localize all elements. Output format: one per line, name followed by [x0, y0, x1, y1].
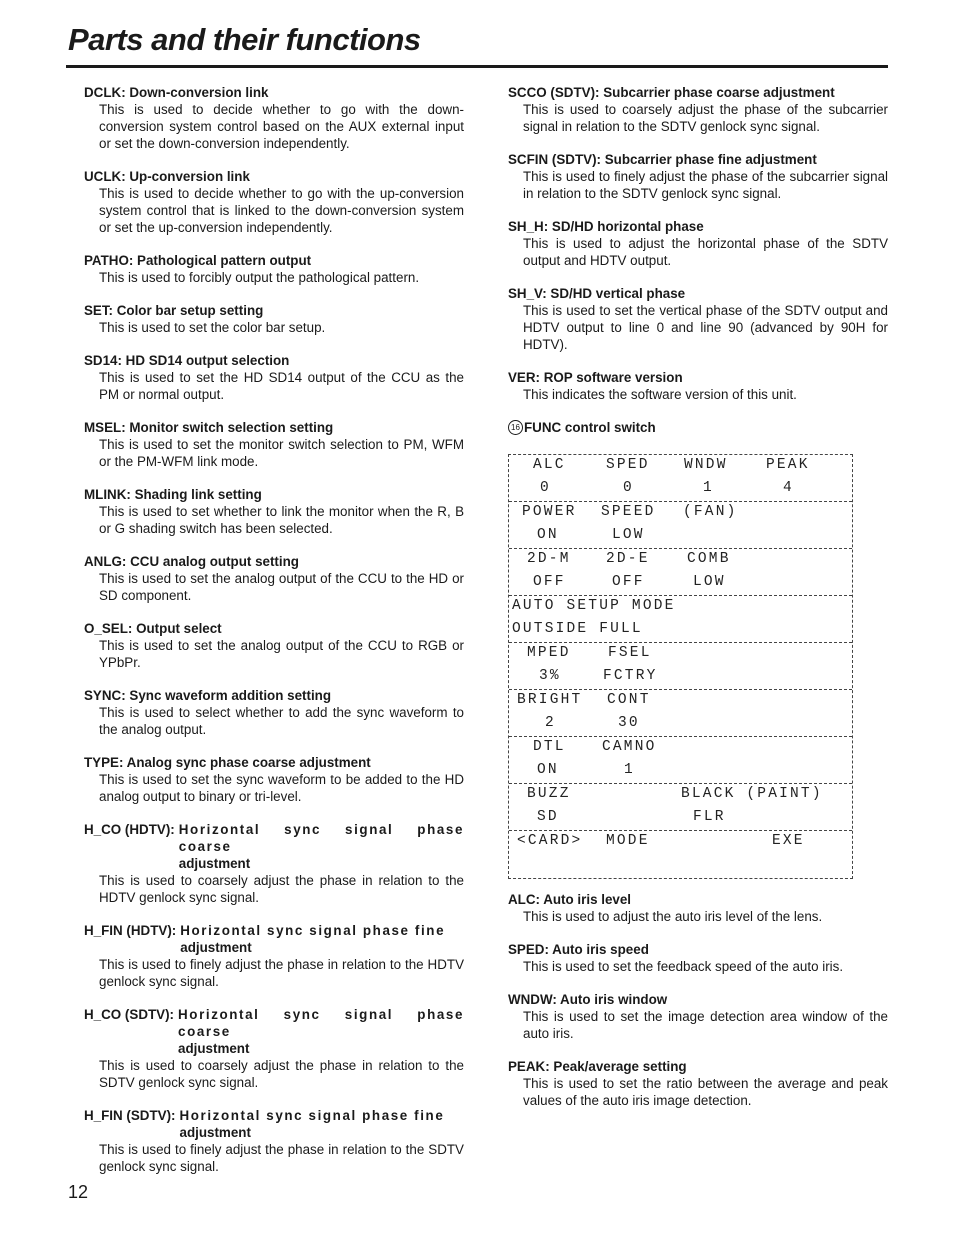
entry-term: SPED: Auto iris speed	[508, 942, 649, 957]
menu-cell: SPEED	[601, 504, 656, 520]
entry-desc: This is used to set the color bar setup.	[99, 320, 326, 335]
entry-o-sel	[84, 620, 464, 671]
entry-term-line-2: adjustment	[180, 940, 252, 955]
entry-desc: This is used to decide whether to go with the down-conversion system control based on the AUX external input or set the down-conversion independently.	[99, 102, 464, 151]
entry-term-line-1: Horizontal sync signal phase coarse	[178, 822, 464, 854]
entry-desc: This is used to adjust the horizontal phase of the SDTV output and HDTV output.	[523, 236, 888, 268]
entry-desc: This is used to finely adjust the phase in relation to the HDTV genlock sync signal.	[99, 957, 464, 989]
menu-cell: COMB	[687, 551, 731, 567]
entry-term-text	[180, 1107, 465, 1141]
menu-cell: LOW	[693, 574, 726, 590]
entry-scfin	[508, 151, 888, 202]
menu-cell: (FAN)	[683, 504, 738, 520]
menu-cell: MPED	[527, 645, 571, 661]
entry-peak	[508, 1058, 888, 1109]
menu-cell: SD	[537, 809, 559, 825]
entry-sped	[508, 941, 888, 975]
entry-desc: This is used to set the sync waveform to be added to the HD analog output to binary or tri-level.	[99, 772, 464, 804]
entry-term: UCLK: Up-conversion link	[84, 169, 250, 184]
entry-h-co-hdtv	[84, 821, 464, 906]
menu-cell: 1	[624, 762, 635, 778]
entry-term-line-2: adjustment	[179, 1125, 251, 1140]
entry-sh-h	[508, 218, 888, 269]
entry-term: SCFIN (SDTV): Subcarrier phase fine adjustment	[508, 152, 817, 167]
menu-cell: 30	[618, 715, 640, 731]
menu-cell: 4	[783, 480, 794, 496]
entry-desc: This is used to set the analog output of the CCU to the HD or SD component.	[99, 571, 464, 603]
entry-desc: This is used to set the feedback speed of the auto iris.	[523, 959, 844, 974]
entry-sh-v	[508, 285, 888, 353]
entry-desc: This is used to set the ratio between the average and peak values of the auto iris image detection.	[523, 1076, 888, 1108]
entry-sync	[84, 687, 464, 738]
entry-h-fin-sdtv	[84, 1107, 464, 1175]
menu-cell: FSEL	[608, 645, 652, 661]
entry-term: SYNC: Sync waveform addition setting	[84, 688, 332, 703]
entry-desc: This is used to decide whether to go with the up-conversion system control that is linked to the down-conversion system or set the up-conversion independently.	[99, 186, 464, 235]
menu-cell: BUZZ	[527, 786, 571, 802]
menu-cell: DTL	[533, 739, 566, 755]
entry-desc: This is used to set the monitor switch selection to PM, WFM or the PM-WFM link mode.	[99, 437, 464, 469]
entry-term: PATHO: Pathological pattern output	[84, 253, 312, 268]
entry-term: TYPE: Analog sync phase coarse adjustment	[84, 755, 371, 770]
entry-term-line-1: Horizontal sync signal phase fine	[180, 923, 446, 938]
entry-msel	[84, 419, 464, 470]
entry-term-text	[179, 821, 464, 872]
entry-term: O_SEL: Output select	[84, 621, 222, 636]
menu-cell: 2	[545, 715, 556, 731]
circled-number-icon: 16	[508, 420, 523, 435]
menu-cell: EXE	[772, 833, 805, 849]
entry-term	[84, 1006, 464, 1057]
menu-row	[509, 831, 852, 878]
entry-desc: This is used to finely adjust the phase in relation to the SDTV genlock sync signal.	[99, 1142, 464, 1174]
menu-row	[509, 690, 852, 737]
entry-desc: This is used to forcibly output the pathological pattern.	[99, 270, 420, 285]
entry-desc: This is used to set the image detection area window of the auto iris.	[523, 1009, 888, 1041]
entry-desc: This is used to coarsely adjust the phase in relation to the HDTV genlock sync signal.	[99, 873, 464, 905]
menu-row	[509, 643, 852, 690]
entry-desc: This is used to set whether to link the monitor when the R, B or G shading switch has been selected.	[99, 504, 464, 536]
entry-desc: This is used to select whether to add the sync waveform to the analog output.	[99, 705, 464, 737]
entry-desc: This is used to coarsely adjust the phase in relation to the SDTV genlock sync signal.	[99, 1058, 464, 1090]
entry-uclk	[84, 168, 464, 236]
left-column	[84, 84, 464, 1191]
entry-h-co-sdtv	[84, 1006, 464, 1091]
menu-cell: OFF	[533, 574, 566, 590]
entry-term: PEAK: Peak/average setting	[508, 1059, 687, 1074]
menu-cell: FLR	[693, 809, 726, 825]
entry-term-text	[178, 1006, 464, 1057]
entry-patho	[84, 252, 464, 286]
entry-type	[84, 754, 464, 805]
entry-term: MSEL: Monitor switch selection setting	[84, 420, 334, 435]
menu-cell: 0	[623, 480, 634, 496]
entry-term: MLINK: Shading link setting	[84, 487, 262, 502]
menu-row	[509, 549, 852, 596]
entry-term: WNDW: Auto iris window	[508, 992, 668, 1007]
entry-term-text	[180, 922, 464, 956]
entry-desc: This is used to set the vertical phase of the SDTV output and HDTV output to line 0 and line 90 (advanced by 90H for HDTV).	[523, 303, 888, 352]
page-number: 12	[68, 1182, 89, 1202]
entry-term-line-1: Horizontal sync signal phase fine	[179, 1108, 445, 1123]
title-rule	[66, 65, 888, 68]
func-section-label: FUNC control switch	[524, 420, 656, 435]
entry-term-key: H_FIN (HDTV):	[84, 923, 177, 938]
entry-mlink	[84, 486, 464, 537]
right-column	[508, 84, 888, 1125]
entry-term-line-2: adjustment	[178, 856, 251, 871]
menu-cell: POWER	[522, 504, 577, 520]
menu-cell: ON	[537, 762, 559, 778]
menu-row	[509, 455, 852, 502]
entry-term-line-1: Horizontal sync signal phase coarse	[178, 1007, 464, 1039]
menu-cell: 2D-E	[606, 551, 650, 567]
entry-anlg	[84, 553, 464, 604]
entry-term	[84, 1107, 464, 1141]
menu-cell: AUTO SETUP MODE	[512, 598, 676, 614]
entry-wndw	[508, 991, 888, 1042]
func-section-heading	[508, 419, 888, 436]
menu-cell: ON	[537, 527, 559, 543]
entry-term: SH_H: SD/HD horizontal phase	[508, 219, 704, 234]
menu-cell: 0	[540, 480, 551, 496]
entry-term: SH_V: SD/HD vertical phase	[508, 286, 686, 301]
entry-term: DCLK: Down-conversion link	[84, 85, 269, 100]
entry-term	[84, 922, 464, 956]
menu-cell: 2D-M	[527, 551, 571, 567]
menu-cell: BRIGHT	[517, 692, 583, 708]
entry-term: VER: ROP software version	[508, 370, 683, 385]
entry-desc: This is used to set the HD SD14 output of the CCU as the PM or normal output.	[99, 370, 464, 402]
entry-desc: This is used to coarsely adjust the phase of the subcarrier signal in relation to the SDTV genlock sync signal.	[523, 102, 888, 134]
entry-desc: This indicates the software version of this unit.	[523, 387, 797, 402]
entry-sd14	[84, 352, 464, 403]
entry-desc: This is used to adjust the auto iris level of the lens.	[523, 909, 823, 924]
menu-row	[509, 596, 852, 643]
entry-term: SET: Color bar setup setting	[84, 303, 264, 318]
menu-cell: BLACK (PAINT)	[681, 786, 823, 802]
menu-row	[509, 784, 852, 831]
entry-term-key: H_FIN (SDTV):	[84, 1108, 176, 1123]
page-title: Parts and their functions	[68, 22, 421, 57]
menu-cell: ALC	[533, 457, 566, 473]
entry-alc	[508, 891, 888, 925]
menu-cell: 1	[703, 480, 714, 496]
entry-scco	[508, 84, 888, 135]
entry-desc: This is used to finely adjust the phase of the subcarrier signal in relation to the SDTV genlock sync signal.	[523, 169, 888, 201]
entry-ver	[508, 369, 888, 403]
menu-cell: CONT	[607, 692, 651, 708]
entry-term: SD14: HD SD14 output selection	[84, 353, 290, 368]
entry-term: SCCO (SDTV): Subcarrier phase coarse adjustment	[508, 85, 835, 100]
menu-cell: OUTSIDE FULL	[512, 621, 643, 637]
menu-row	[509, 502, 852, 549]
entry-dclk	[84, 84, 464, 152]
menu-cell: CAMNO	[602, 739, 657, 755]
entry-term-line-2: adjustment	[178, 1041, 250, 1056]
entry-term-key: H_CO (HDTV):	[84, 822, 175, 837]
entry-term: ANLG: CCU analog output setting	[84, 554, 299, 569]
entry-term: ALC: Auto iris level	[508, 892, 632, 907]
menu-cell: MODE	[606, 833, 650, 849]
entry-set	[84, 302, 464, 336]
menu-cell: FCTRY	[603, 668, 658, 684]
menu-cell: SPED	[606, 457, 650, 473]
menu-cell: PEAK	[766, 457, 810, 473]
menu-cell: OFF	[612, 574, 645, 590]
menu-cell: <CARD>	[517, 833, 583, 849]
entry-desc: This is used to set the analog output of the CCU to RGB or YPbPr.	[99, 638, 464, 670]
entry-h-fin-hdtv	[84, 922, 464, 990]
menu-cell: LOW	[612, 527, 645, 543]
entry-term	[84, 821, 464, 872]
func-menu-display	[508, 454, 853, 879]
entry-term-key: H_CO (SDTV):	[84, 1007, 175, 1022]
menu-row	[509, 737, 852, 784]
menu-cell: 3%	[539, 668, 561, 684]
menu-cell: WNDW	[684, 457, 728, 473]
